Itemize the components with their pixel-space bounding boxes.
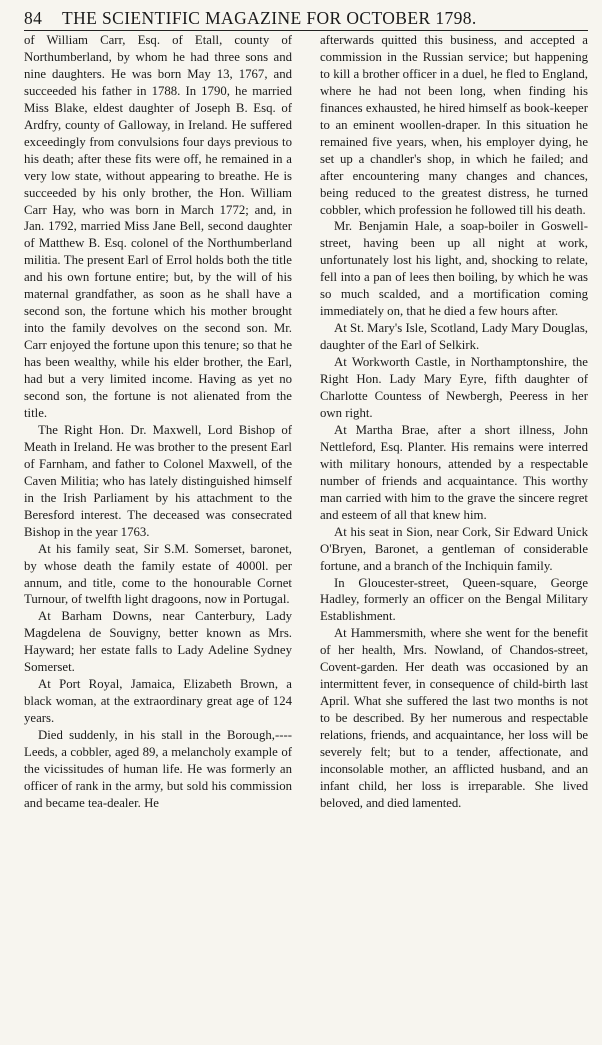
paragraph-barham-downs: At Barham Downs, near Canterbury, Lady Magdelena de Souvigny, better known as Mrs. Hayward; her estate falls to Lady Adeline Sydney Somerset. bbox=[24, 609, 292, 675]
left-column bbox=[24, 32, 292, 1037]
paragraph-cobbler-continued: afterwards quitted this business, and accepted a commission in the Russian service; but happening to kill a brother officer in a duel, he fled to England, where he had not been long, when finding his finances exhausted, he hired himself as book-keeper to an eminent woollen-draper. In this situation he remained five years, when, his employer dying, he set up a chandler's shop, in which he failed; and after encountering many changes and chances, being reduced to the greatest distress, he turned cobbler, which profession he followed till his death. bbox=[320, 33, 588, 217]
paragraph-nowland: At Hammersmith, where she went for the benefit of her health, Mrs. Nowland, of Chandos-street, Covent-garden. Her death was occasioned by an intermittent fever, in consequence of child-birth last April. What she suffered the last two months is not to be described. By her numerous and respectable relations, friends, and acquaintance, her loss will be severely felt; but to a tender, affectionate, and inconsolable mother, an afflicted husband, and an infant child, her loss is irreparable. She lived beloved, and died lamented. bbox=[320, 626, 588, 810]
paragraph-hadley: In Gloucester-street, Queen-square, George Hadley, formerly an officer on the Bengal Military Establishment. bbox=[320, 575, 588, 624]
paragraph-douglas: At St. Mary's Isle, Scotland, Lady Mary Douglas, daughter of the Earl of Selkirk. bbox=[320, 321, 588, 353]
paragraph-cobbler: Died suddenly, in his stall in the Borough,----Leeds, a cobbler, aged 89, a melancholy example of the vicissitudes of human life. He was formerly an officer of rank in the army, but sold his commission and became tea-dealer. He bbox=[24, 728, 292, 810]
text-columns bbox=[24, 32, 588, 1037]
running-header bbox=[24, 6, 588, 30]
paragraph-eyre: At Workworth Castle, in Northamptonshire, the Right Hon. Lady Mary Eyre, fifth daughter of Charlotte Countess of Newbergh, Peeress in her own right. bbox=[320, 355, 588, 420]
running-title: THE SCIENTIFIC MAGAZINE FOR OCTOBER 1798. bbox=[62, 8, 477, 28]
paragraph-maxwell: The Right Hon. Dr. Maxwell, Lord Bishop of Meath in Ireland. He was brother to the present Earl of Farnham, and father to Colonel Maxwell, of the Caven Militia; who has lately distinguished himself in the Irish Parliament by his attachment to the Beresford interest. The deceased was consecrated Bishop in the year 1763. bbox=[24, 422, 292, 539]
header-rule bbox=[24, 30, 588, 31]
paragraph-obryen: At his seat in Sion, near Cork, Sir Edward Unick O'Bryen, Baronet, a gentleman of considerable fortune, and a branch of the Inchiquin family. bbox=[320, 524, 588, 573]
page-number: 84 bbox=[24, 8, 43, 28]
paragraph-nettleford: At Martha Brae, after a short illness, John Nettleford, Esq. Planter. His remains were interred with military honours, attended by a respectable number of friends and acquaintance. This worthy man carried with him to the grave the sincere regret and esteem of all that knew him. bbox=[320, 422, 588, 522]
paragraph-port-royal: At Port Royal, Jamaica, Elizabeth Brown, a black woman, at the extraordinary great age of 124 years. bbox=[24, 677, 292, 726]
paragraph-hale: Mr. Benjamin Hale, a soap-boiler in Goswell-street, having been up all night at work, unfortunately lost his light, and, shocking to relate, fell into a pan of lees then boiling, by which he was so much scalded, and a mortification coming immediately on, that he died a few hours after. bbox=[320, 219, 588, 319]
right-column bbox=[320, 32, 588, 1037]
paragraph-carr-continued: of William Carr, Esq. of Etall, county of Northumberland, by whom he had three sons and nine daughters. He was born May 13, 1767, and succeeded his father in 1788. In 1790, he married Miss Blake, eldest daughter of Joseph B. Esq. of Ardfry, county of Galloway, in Ireland. He suffered exceedingly from convulsions four days previous to his death; after these fits were off, he remained in a very low state, without appearing to breathe. He is succeeded by his only brother, the Hon. William Carr Hay, who was born in March 1772; and, in Jan. 1792, married Miss Jane Bell, second daughter of Matthew B. Esq. colonel of the Northumberland militia. The present Earl of Errol holds both the title and his own fortune entire; but, by the will of his maternal grandfather, as soon as he shall have a second son, the fortune which his mother brought into the family devolves on the second son. Mr. Carr enjoyed the fortune upon this tenure; so that he has been wealthy, while his elder brother, the Earl, had but a very limited income. Having as yet no second son, the fortune is not alienated from the title. bbox=[24, 33, 292, 420]
paragraph-somerset: At his family seat, Sir S.M. Somerset, baronet, by whose death the family estate of 4000l. per annum, and title, come to the honourable Cornet Turnour, of twelfth light dragoons, now in Portugal. bbox=[24, 541, 292, 607]
